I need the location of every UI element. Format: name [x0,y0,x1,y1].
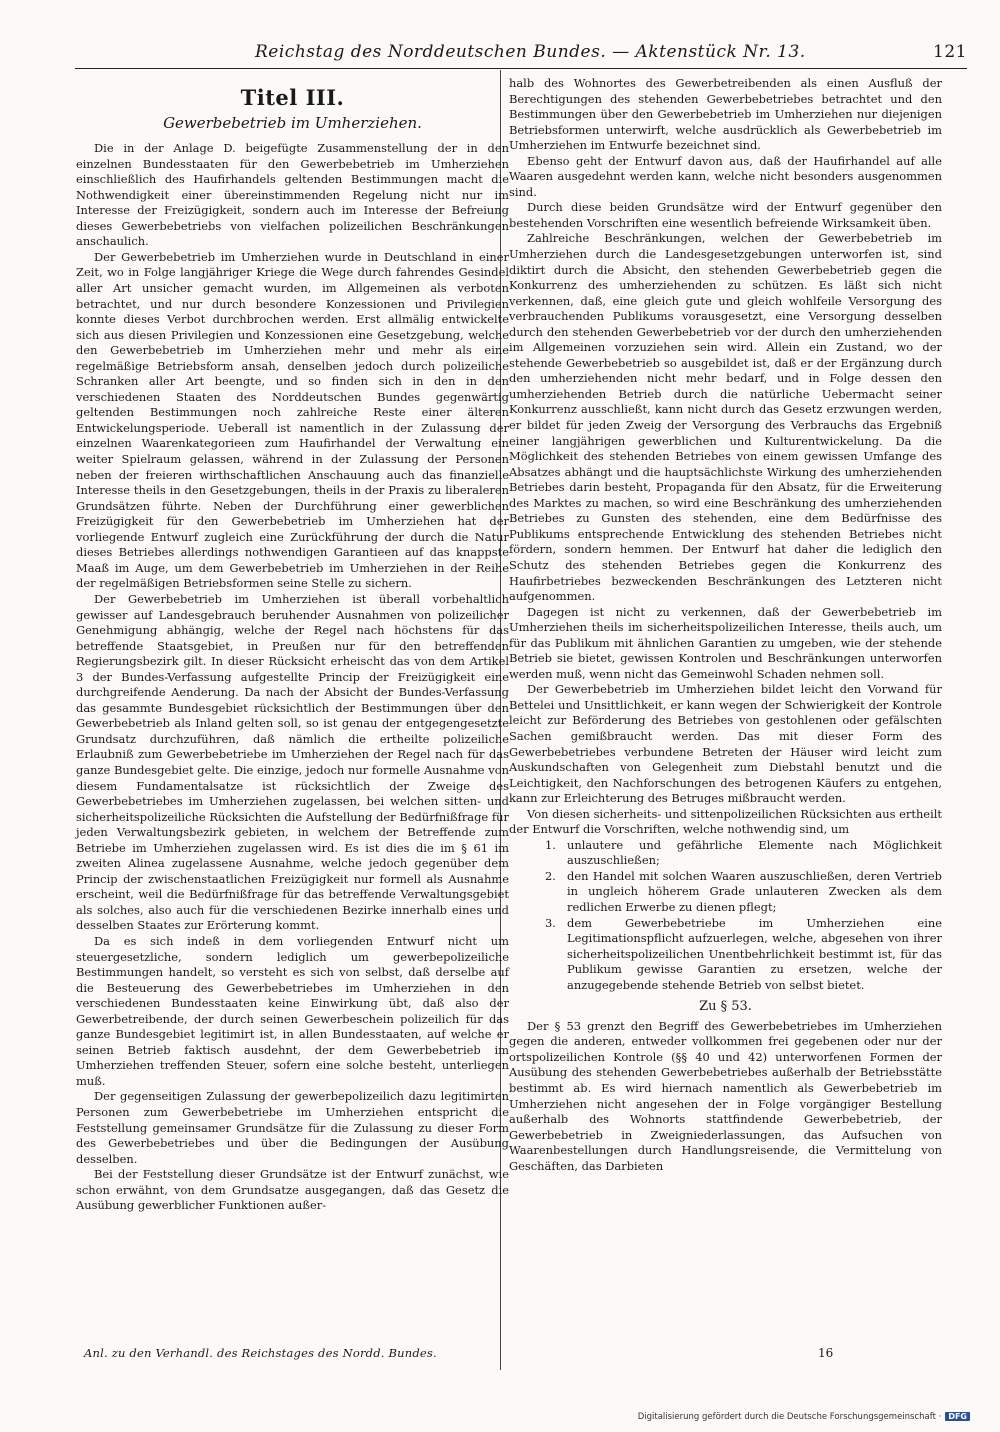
paragraph: Ebenso geht der Entwurf davon aus, daß der Haufirhandel auf alle Waaren ausgedehnt werden kann, welche nicht besonders ausgenommen sind. [509,153,942,199]
section-title: Titel III. [240,85,345,110]
section-subtitle: Gewerbebetrieb im Umherziehen. [163,113,422,132]
dfg-logo-icon: DFG [945,1412,970,1421]
left-column [76,76,509,1214]
running-header [75,40,967,69]
numbered-list [509,838,942,993]
paragraph: Der Gewerbebetrieb im Umherziehen bildet leicht den Vorwand für Bettelei und Unsittlichkeit, er kann wegen der Schwierigkeit der Kontrole leicht zur Beförderung des Betriebes von gestohlenen oder gefälschten Sachen gemißbraucht werden. Das mit dieser Form des Gewerbebetriebes verbundene Betreten der Häuser wird leicht zum Auskundschaften von Gelegenheit zum Diebstahl benutzt und die Leichtigkeit, den Nachforschungen des betrogenen Käufers zu entgehen, kann zur Erleichterung des Betruges mißbraucht werden. [509,682,942,806]
list-text: dem Gewerbebetriebe im Umherziehen eine Legitimationspflicht aufzuerlegen, welche, abgesehen von ihrer sicherheitspolizeilichen Unentbehrlichkeit bestimmt ist, für das Publikum gewisse Garantien zu ersetzen, welche der anzugegebende stehende Betrieb von selbst bietet. [567,915,942,992]
paragraph: Der Gewerbebetrieb im Umherziehen wurde in Deutschland in einer Zeit, wo in Folge langjähriger Kriege die Wege durch fahrendes Gesindel aller Art unsicher gemacht wurden, im Allgemeinen als verboten betrachtet, und nur durch besondere Konzessionen und Privilegien konnte dieses Verbot durchbrochen werden. Erst allmälig entwickelte sich aus diesen Privilegien und Konzessionen eine Gesetzgebung, welche den Gewerbebetrieb im Umherziehen mehr und mehr als eine regelmäßige Betriebsform ansah, denselben jedoch durch polizeiliche Schranken aller Art beengte, und so finden sich in den in den verschiedenen Staaten des Norddeutschen Bundes gegenwärtig geltenden Bestimmungen noch zahlreiche Reste einer älteren Entwickelungsperiode. Ueberall ist namentlich in der Zulassung der einzelnen Waarenkategorieen zum Haufirhandel der Verwaltung ein weiter Spielraum gelassen, während in der Zulassung der Personen neben der freieren wirthschaftlichen Anschauung auch das finanzielle Interesse theils in den Gesetzgebungen, theils in der Praxis zu liberaleren Grundsätzen führte. Neben der Durchführung einer gewerblichen Freizügigkeit für den Gewerbebetrieb im Umherziehen hat der vorliegende Entwurf zugleich eine Zurückführung der durch die Natur dieses Betriebes allerdings nothwendigen Garantieen auf das knappste Maaß im Auge, um dem Gewerbebetrieb im Umherziehen in der Reihe der regelmäßigen Betriebsformen seine Stelle zu sichern. [76,249,509,591]
list-text: den Handel mit solchen Waaren auszuschließen, deren Vertrieb in ungleich höherem Grade unlauteren Zwecken als dem redlichen Erwerbe zu dienen pflegt; [567,868,942,914]
list-number: 3. [545,915,556,930]
right-column [509,76,942,1174]
page-number: 121 [933,42,967,62]
list-number: 1. [545,837,556,852]
paragraph: Der gegenseitigen Zulassung der gewerbepolizeilich dazu legitimirten Personen zum Gewerbebetriebe im Umherziehen entspricht die Feststellung gemeinsamer Grundsätze für die Zulassung zu dieser Form des Gewerbebetriebes und über die Bedingungen der Ausübung desselben. [76,1089,509,1166]
paragraph: Der Gewerbebetrieb im Umherziehen ist überall vorbehaltlich gewisser auf Landesgebrauch beruhender Ausnahmen von polizeilicher Genehmigung abhängig, welche der Regel nach höchstens für das betreffende Staatsgebiet, in Preußen nur für den betreffenden Regierungsbezirk gilt. In dieser Rücksicht erheischt das von dem Artikel 3 der Bundes-Verfassung aufgestellte Princip der Freizügigkeit eine durchgreifende Aenderung. Da nach der Absicht der Bundes-Verfassung das gesammte Bundesgebiet rücksichtlich der Bestimmungen über den Gewerbebetrieb als Inland gelten soll, so ist genau der entgegengesetzte Grundsatz durchzuführen, daß nämlich die ertheilte polizeiliche Erlaubniß zum Gewerbebetriebe im Umherziehen der Regel nach für das ganze Bundesgebiet gelte. Die einzige, jedoch nur formelle Ausnahme von diesem Fundamentalsatze ist rücksichtlich der Zweige des Gewerbebetriebes im Umherziehen zugelassen, bei welchen sitten- und sicherheitspolizeiliche Rücksichten die Aufstellung der Bedürfnißfrage für jeden Verwaltungsbezirk gebieten, in welchem der Betreffende zum Betriebe im Umherziehen zugelassen wird. Es ist dies die im § 61 im zweiten Alinea zugelassene Ausnahme, welche jedoch gegenüber dem Princip der zwischenstaatlichen Freizügigkeit nur formell als Ausnahme erscheint, weil die Bedürfnißfrage für das betreffende Verwaltungsgebiet als solches, also auch für die verschiedenen Bezirke innerhalb eines und desselben Staates zur Erörterung kommt. [76,591,509,933]
list-item [509,916,942,994]
sub-heading: Zu § 53. [699,999,752,1015]
paragraph: Da es sich indeß in dem vorliegenden Entwurf nicht um steuergesetzliche, sondern lediglich um gewerbepolizeiliche Bestimmungen handelt, so versteht es sich von selbst, daß derselbe auf die Besteuerung des Gewerbebetriebes im Umherziehen in den verschiedenen Bundesstaaten keine Einwirkung übt, daß also der Gewerbetreibende, der durch seinen Gewerbeschein polizeilich für das ganze Bundesgebiet legitimirt ist, in allen Bundesstaaten, auf welche er seinen Betrieb faktisch ausdehnt, der dem Gewerbebetrieb im Umherziehen treffenden Steuer, sofern eine solche besteht, unterliegen muß. [76,933,509,1088]
paragraph: Zahlreiche Beschränkungen, welchen der Gewerbebetrieb im Umherziehen durch die Landesgesetzgebungen unterworfen ist, sind diktirt durch die Absicht, den stehenden Gewerbebetrieb gegen die Konkurrenz des umherziehenden zu schützen. Es läßt sich nicht verkennen, daß, eine gleich gute und gleich wohlfeile Versorgung des verbrauchenden Publikums vorausgesetzt, eine Versorgung desselben durch den stehenden Gewerbebetrieb vor der durch den umherziehenden im Allgemeinen vorzuziehen sein wird. Allein ein Zustand, wo der stehende Gewerbebetrieb so ausgebildet ist, daß er der Ergänzung durch den umherziehenden nicht mehr bedarf, und in Folge dessen den umherziehenden Betrieb durch die natürliche Uebermacht seiner Konkurrenz ausschließt, kann nicht durch das Gesetz erzwungen werden, er bildet für jeden Zweig der Versorgung des Verbrauchs das Ergebniß einer langjährigen gewerblichen und Kulturentwickelung. Da die Möglichkeit des stehenden Betriebes von einem gewissen Umfange des Absatzes abhängt und die hauptsächlichste Wirkung des umherziehenden Betriebes darin besteht, Propaganda für den Absatz, für die Erweiterung des Marktes zu machen, so wird eine Beschränkung des umherziehenden Betriebes zu Gunsten des stehenden, eine dem Bedürfnisse des Publikums entsprechende Entwicklung des stehenden Betriebes nicht fördern, sondern hemmen. Der Entwurf hat daher die lediglich den Schutz des stehenden Betriebes gegen die Konkurrenz des Haufirbetriebes bezweckenden Beschränkungen des Letzteren nicht aufgenommen. [509,231,942,604]
paragraph: Die in der Anlage D. beigefügte Zusammenstellung der in den einzelnen Bundesstaaten für den Gewerbebetrieb im Umherziehen einschließlich des Haufirhandels geltenden Bestimmungen macht die Nothwendigkeit einer übereinstimmenden Regelung nicht nur im Interesse der Freizügigkeit, sondern auch im Interesse der Befreiung dieses Gewerbebetriebs von vielfachen polizeilichen Beschränkungen anschaulich. [76,141,509,249]
header-title: Reichstag des Norddeutschen Bundes. — Aktenstück Nr. 13. [255,42,806,62]
paragraph: Der § 53 grenzt den Begriff des Gewerbebetriebes im Umherziehen gegen die anderen, entweder vollkommen frei gegebenen oder nur der ortspolizeilichen Kontrole (§§ 40 und 42) unterworfenen Formen der Ausübung des stehenden Gewerbebetriebes außerhalb der Betriebsstätte bestimmt ab. Es wird hiernach namentlich als Gewerbebetrieb im Umherziehen nicht angesehen der in Folge vorgängiger Bestellung außerhalb des Wohnorts stattfindende Gewerbebetrieb, der Gewerbebetrieb in Zweigniederlassungen, das Aufsuchen von Waarenbestellungen durch Handlungsreisende, die Vermittelung von Geschäften, das Darbieten [509,1018,942,1173]
list-item [509,838,942,869]
paragraph: Von diesen sicherheits- und sittenpolizeilichen Rücksichten aus ertheilt der Entwurf die Vorschriften, welche nothwendig sind, um [509,806,942,837]
list-number: 2. [545,868,556,883]
paragraph: Bei der Feststellung dieser Grundsätze ist der Entwurf zunächst, wie schon erwähnt, von dem Grundsatze ausgegangen, daß das Gesetz die Ausübung gewerblicher Funktionen außer- [76,1167,509,1213]
paragraph: Dagegen ist nicht zu verkennen, daß der Gewerbebetrieb im Umherziehen theils im sicherheitspolizeilichen Interesse, theils auch, um für das Publikum mit ähnlichen Garantien zu umgeben, wie der stehende Betrieb sie bietet, gewissen Kontrolen und Beschränkungen unterworfen werden muß, wenn nicht das Gemeinwohl Schaden nehmen soll. [509,604,942,681]
footer-note: Anl. zu den Verhandl. des Reichstages des Nordd. Bundes. [84,1346,437,1360]
digitization-credit [638,1412,970,1422]
signature-mark: 16 [818,1346,834,1360]
paragraph: Durch diese beiden Grundsätze wird der Entwurf gegenüber den bestehenden Vorschriften eine wesentlich befreiende Wirksamkeit üben. [509,200,942,230]
list-text: unlautere und gefährliche Elemente nach Möglichkeit auszuschließen; [567,837,942,868]
list-item [509,869,942,916]
paragraph: halb des Wohnortes des Gewerbetreibenden als einen Ausfluß der Berechtigungen des stehenden Gewerbebetriebes betrachtet und den Bestimmungen über den Gewerbebetrieb im Umherziehen nur diejenigen Betriebsformen unterwirft, welche ausdrücklich als Gewerbebetrieb im Umherziehen im Entwurfe bezeichnet sind. [509,76,942,153]
credit-text: Digitalisierung gefördert durch die Deutsche Forschungsgemeinschaft · [637,1412,942,1422]
